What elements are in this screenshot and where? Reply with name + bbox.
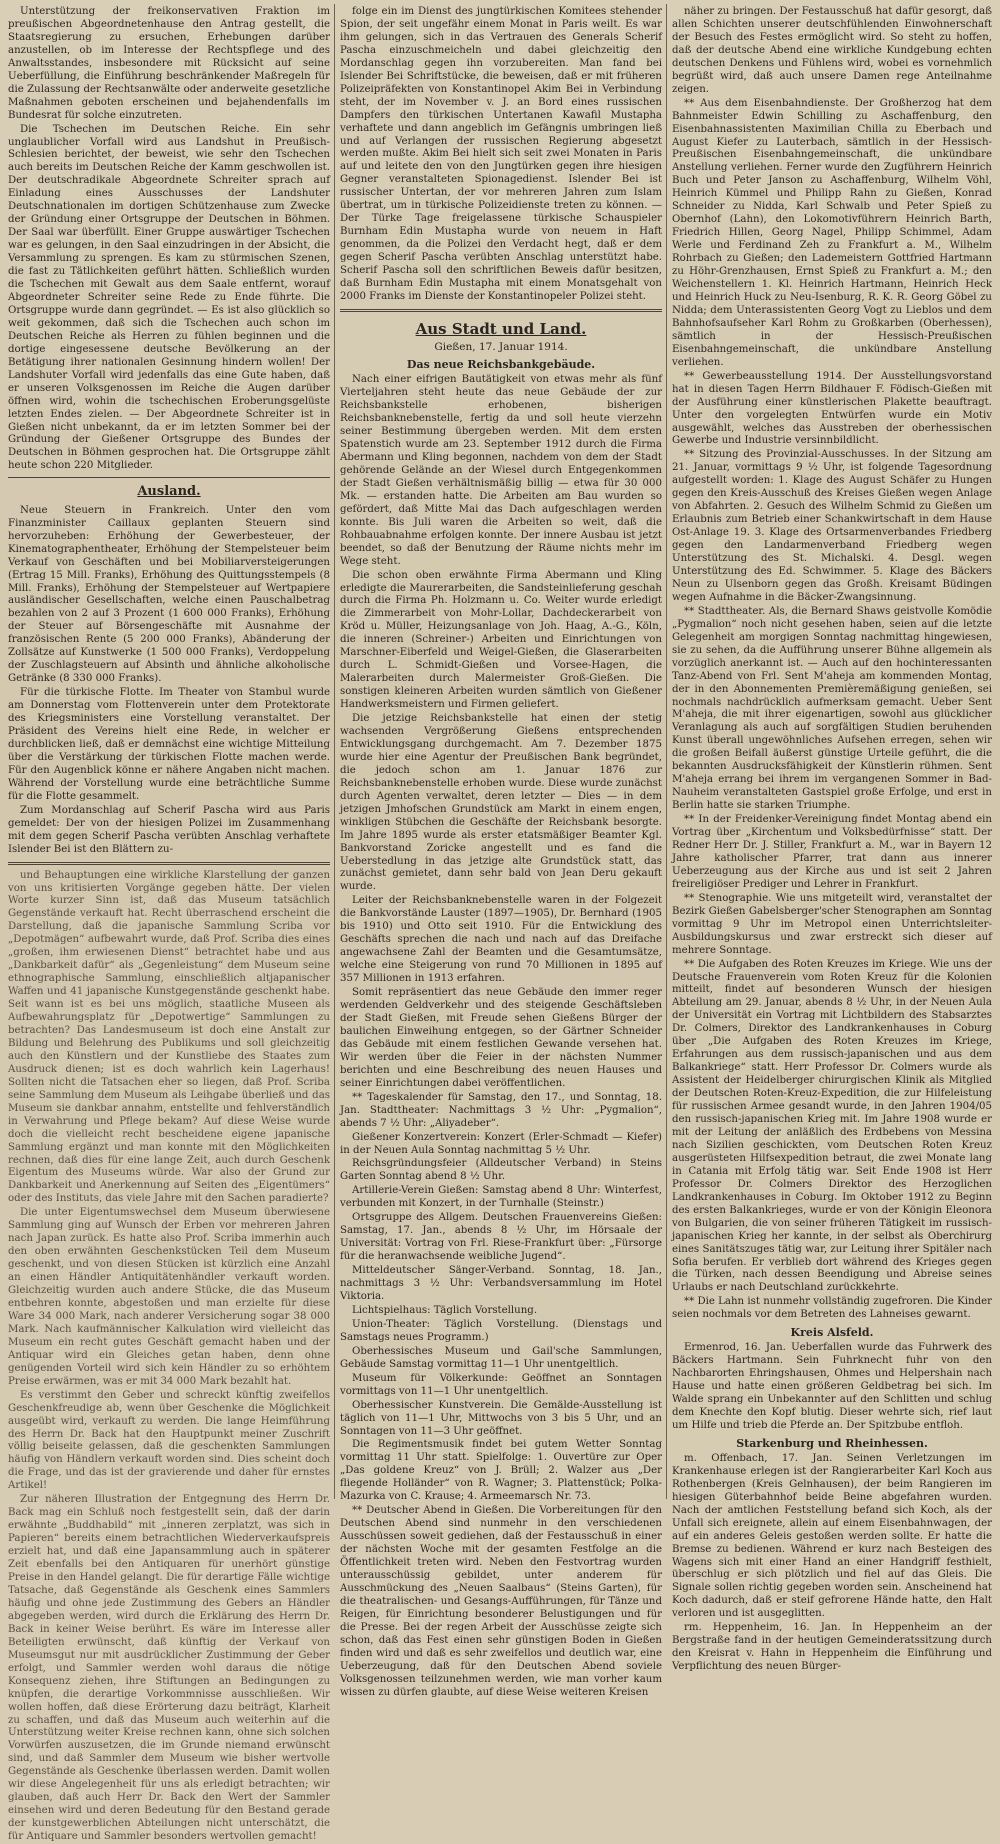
subheading-starkenburg: Starkenburg und Rheinhessen. [736,1436,928,1450]
tageskalender-item: Artillerie-Verein Gießen: Samstag abend 8 Uhr: Winterfest, verbunden mit Konzert, in der Turnhalle (Steinstr.) [340,1185,662,1210]
section-title-stadt-und-land: Aus Stadt und Land. [415,319,587,338]
tageskalender-item: Die Regimentsmusik findet bei gutem Wetter Sonntag vormittag 11 Uhr statt. Spielfolge: 1. Ouvertüre zur Oper „Das goldene Kreuz“ von J. Brüll; 2. Walzer aus „Der fliegende Holländer“ von R. Wagner; 3. Plattenstück; Polka-Mazurka von C. Krause; 4. Armeemarsch Nr. 73. [340,1439,662,1503]
column-right [672,6,992,1673]
tageskalender-item: Oberhessisches Museum und Gail'sche Sammlungen, Gebäude Samstag vormittag 11—1 Uhr unentgeltlich. [340,1345,662,1370]
article-reichsbank: Leiter der Reichsbanknebenstelle waren in der Folgezeit die Bankvorstände Lauster (1897—1905), Dr. Bernhard (1905 bis 1910) und Otto seit 1910. Für die Entwicklung des Geschäfts sprechen die nach und nach auf das Dreifache angewachsene Zahl der Beamten und die Gesamtumsätze, welche eine Steigerung von rund 70 Millionen in 1895 auf 357 Millionen in 1913 erfahren. [340,895,662,985]
article-ermenrod: Ermenrod, 16. Jan. Ueberfallen wurde das Fuhrwerk des Bäckers Hartmann. Sein Fuhrknecht fuhr von den Nachbarorten Ehringshausen, Ohmes und Helpershain nach Hause und hatte einen größeren Geldbetrag bei sich. Im Walde sprang ein Unbekannter auf den Schlitten und schlug dem Knechte den Kopf blutig. Dieser wehrte sich, rief laut um Hilfe und trieb die Pferde an. Der Spitzbube entfloh. [672,1342,992,1431]
article-museum: Zur näheren Illustration der Entgegnung des Herrn Dr. Back mag ein Schluß noch festgestellt sein, daß der darin erwähnte „Buddhabild“ mit „inneren zerplatzt, was sich in Papieren“ bereits einem betrachtlichen Wiederverkaufspreis erzielt hat, und daß eine Japansammlung auch in späterer Zeit ebenfalls bei den Antiquaren für unerhört günstige Preise in den Handel gelangt. Die für derartige Fälle wichtige Tatsache, daß Gegenstände als Geschenk eines Sammlers häufig und ohne jede Zustimmung des Gebers an Händler abgegeben werden, wird durch die Erklärung des Herrn Dr. Back in keiner Weise berührt. Es wäre im Interesse aller Beteiligten erwünscht, daß künftig der Verkauf von Museumsgut nur mit ausdrücklicher Zustimmung der Geber erfolgt, und Sammler werden wohl daraus die nötige Konsequenz ziehen, ihre Stiftungen an Bedingungen zu knüpfen, die derartige Vorkommnisse ausschließen. Wir wollen hoffen, daß diese Erörterung dazu beiträgt, Klarheit zu schaffen, und daß das Museum auch weiterhin auf die Unterstützung weiter Kreise rechnen kann, ohne sich solchen Vorwürfen auszusetzen, die im Grunde niemand erwünscht sind, und daß Sammler dem Museum wie bisher wertvolle Gegenstände als Geschenke überlassen werden. Damit wollen wir diese Angelegenheit für uns als erledigt betrachten; wir glauben, daß auch Herr Dr. Back den Wert der Sammler einsehen wird und deren Bedeutung für den Bestand gerade der kunstgewerblichen Abteilungen nicht unterschätzt, die für Antiquare und Sammler besonders wertvollen gemacht! [8,1494,330,1843]
article-offenbach: m. Offenbach, 17. Jan. Seinen Verletzungen im Krankenhause erlegen ist der Rangierarbeiter Karl Koch aus Rothenbergen (Kreis Gelnhausen), der beim Rangieren im hiesigen Güterbahnhof beide Beine abgefahren wurden. Nach der amtlichen Feststellung befand sich Koch, als der Unfall sich ereignete, allein auf einem Eisenbahnwagen, der auf ein anderes Geleis gestoßen werden sollte. Er hatte die Bremse zu bedienen. Während er kurz nach Besteigen des Wagens sich mit einer Hand an einer Handgriff festhielt, überschlug er sich plötzlich und fiel auf das Gleis. Die Signale sollen richtig gegeben worden sein. Anscheinend hat Koch dadurch, daß er steif gefrorene Hände hatte, den Halt verloren und ist ausgeglitten. [672,1452,992,1620]
article-gewerbeausstellung: ** Gewerbeausstellung 1914. Der Ausstellungsvorstand hat in diesen Tagen Herrn Bildhauer F. Födisch-Gießen mit der Ausführung einer künstlerischen Plakette beauftragt. Unter den vorgelegten Entwürfen wurde ein Motiv ausgewählt, welches das Ausstreben der oberhessischen Gewerbe und Industrie versinnbildlicht. [672,370,992,447]
tageskalender-item: Union-Theater: Täglich Vorstellung. (Dienstags und Samstags neues Programm.) [340,1318,662,1343]
tageskalender-item: Ortsgruppe des Allgem. Deutschen Frauenvereins Gießen: Samstag, 17. Jan., abends 8 ½ Uhr, im Hörsaale der Universität: Vortrag von Frl. Riese-Frankfurt über: „Fürsorge für die heranwachsende weibliche Jugend“. [340,1212,662,1263]
article-reichsbank: Die jetzige Reichsbankstelle hat einen der stetig wachsenden Vergrößerung Gießens entsprechenden Entwicklungsgang durchgemacht. Am 7. Dezember 1875 wurde hier eine Agentur der Preußischen Bank begründet, die jedoch schon am 1. Januar 1876 zur Reichsbanknebenstelle erhoben wurde. Diese wurde zunächst durch Agenten verwaltet, deren letzter — Dies — in dem jetzigen Jmhofschen Grundstück am Markt in einem engen, winkligen Stübchen die Geschäfte der Reichsbank besorgte. Im Jahre 1895 wurde als erster etatsmäßiger Beamter Kgl. Bankvorstand Zoricke angestellt und es fand die Ueberstedlung in das jetzige alte Grundstück statt, das zunächst gemietet, dann sehr bald von Jean Deru gekauft wurde. [340,713,662,893]
article-eisenbahndienst: ** Aus dem Eisenbahndienste. Der Großherzog hat dem Bahnmeister Edwin Schilling zu Aschaffenburg, den Eisenbahnassistenten Maximilian Chilla zu Eberbach und August Kiefer zu Lauterbach, sämtlich in der Hessisch-Preußischen Eisenbahngemeinschaft, die unkündbare Anstellung verliehen. Ferner wurde den Zugführern Heinrich Buch und Peter Janson zu Aschaffenburg, Wilhelm Vöhl, Heinrich Kümmel und Philipp Rahn zu Gießen, Konrad Schneider zu Nidda, Karl Schwalb und Peter Spieß zu Obernhof (Lahn), den Lokomotivführern Heinrich Barth, Friedrich Hillen, Georg Nagel, Philipp Schimmel, Adam Werle und Ferdinand Zeh zu Frankfurt a. M., Wilhelm Rohrbach zu Gießen; den Lademeistern Gottfried Hartmann zu Höhr-Grenzhausen, Ernst Spieß zu Frankfurt a. M.; den Weichenstellern 1. Kl. Heinrich Hartmann, Heinrich Heck und Heinrich Huck zu Neu-Isenburg, R. K. R. Georg Göbel zu Nidda; dem Unterassistenten Georg Vogt zu Lieblos und dem Bahnhofsaufseher Karl Rohm zu Großkarben (Oberhessen), sämtlich in der Hessisch-Preußischen Eisenbahngemeinschaft, die unkündbare Anstellung verliehen. [672,97,992,368]
article-mordanschlag: Zum Mordanschlag auf Scherif Pascha wird aus Paris gemeldet: Der von der hiesigen Polizei im Zusammenhang mit dem gegen Scherif Pascha verübten Anschlag verhaftete Islender Bei ist den Blättern zu- [8,804,330,855]
article-reichsbank: Die schon oben erwähnte Firma Abermann und Kling erledigte die Maurerarbeiten, die Sandsteinlieferung geschah durch die Firma Ph. Holzmann u. Co. Weiter wurde erledigt die Zimmerarbeit von Mohr-Lollar, Dachdeckerarbeit von Kröd u. Müller, Heizungsanlage von Joh. Haag, A.-G., Köln, die inneren (Schreiner-) Arbeiten und Einrichtungen von Marschner-Eiberfeld und Weigel-Gießen, die Glaserarbeiten durch L. Schmidt-Gießen und Vorsee-Hagen, die Malerarbeiten durch Malermeister Groß-Gießen. Die sonstigen kleineren Arbeiten wurden sämtlich von Gießener Handwerksmeistern und Firmen geliefert. [340,569,662,711]
tageskalender: ** Tageskalender für Samstag, den 17., und Sonntag, 18. Jan. Stadttheater: Nachmittags 3 ½ Uhr: „Pygmalion“, abends 7 ½ Uhr: „Aliyadeber“. [340,1091,662,1129]
article-stadttheater: ** Stadttheater. Als, die Bernard Shaws geistvolle Komödie „Pygmalion“ noch nicht gesehen haben, seien auf die letzte Gelegenheit am morgigen Sonntag nachmittag hingewiesen, sie zu sehen, da die Aufführung unserer Bühne allgemein als vorzüglich anerkannt ist. — Auch auf den hochinteressanten Tanz-Abend von Frl. Sent M'aheja am kommenden Montag, der in den Abonnementen Premièremäßigung genießen, sei nochmals nachdrücklich aufmerksam gemacht. Ueber Sent M'aheja, die mit ihrer eigenartigen, sowohl aus glücklicher Veranlagung als auch auf sorgfältigen Studien beruhenden Kunst überall ungewöhnliches Aufsehen erregen, sehen wir die großen Beifall äußerst günstige Urteile geführt, die die bekannten Ausdrucksfähigkeit der Künstlerin rühmen. Sent M'aheja errang bei ihrem im vergangenen Sommer in Bad-Nauheim veranstalteten Gastspiel große Erfolge, und erst in Berlin hatte sie starken Triumphe. [672,605,992,812]
tageskalender-item: Oberhessischer Kunstverein. Die Gemälde-Ausstellung ist täglich von 11—1 Uhr, Mittwochs von 3 bis 5 Uhr, und an Sonntagen von 11—3 Uhr geöffnet. [340,1399,662,1437]
article-museum: Es verstimmt den Geber und schreckt künftig zweifellos Geschenkfreudige ab, wenn über Geschenke die Möglichkeit ausgeübt wird, verkauft zu werden. Die lange Heimführung des Herrn Dr. Back hat den Hauptpunkt meiner Zuschrift völlig beiseite gelassen, daß die geschenkten Sammlungen häufig von Händlern verkauft worden sind. Dies scheint doch die Frage, und das ist der gravierende und daher für ernstes Artikel! [8,1389,330,1492]
article-freidenker: ** In der Freidenker-Vereinigung findet Montag abend ein Vortrag über „Kirchentum und Volksbedürfnisse“ statt. Der Redner Herr Dr. J. Stiller, Frankfurt a. M., war in Bayern 12 Jahre katholischer Pfarrer, trat dann aus innerer Ueberzeugung aus der Kirche aus und ist seit 2 Jahren freireligiöser Prediger und Lehrer in Frankfurt. [672,814,992,890]
article-reichsbank: Somit repräsentiert das neue Gebäude den immer reger werdenden Geldverkehr und des steigende Geschäftsleben der Stadt Gießen, mit Freude sehen Gießens Bürger der baulichen Einweihung entgegen, so der Gärtner Schneider das Gebäude mit einem festlichen Gewande versehen hat. Wir werden über die Feier in der nächsten Nummer berichten und eine Beschreibung des neuen Hauses und seiner Einrichtungen dabei veröffentlichen. [340,987,662,1089]
tageskalender-item: Mitteldeutscher Sänger-Verband. Sonntag, 18. Jan., nachmittags 3 ½ Uhr: Verbandsversammlung im Hotel Viktoria. [340,1265,662,1302]
article-text: Unterstützung der freikonservativen Fraktion im preußischen Abgeordnetenhause den Antrag gestellt, die Staatsregierung zu ersuchen, Erhebungen darüber anzustellen, ob im Interesse der Rechtspflege und des Anwaltsstandes, insbesondere mit Rücksicht auf seine Ueberfüllung, die Einführung beschränkender Maßregeln für die Zulassung der Rechtsanwälte oder anderweite gesetzliche Maßnahmen geboten erscheinen und bejahendenfalls im Bundesrat für solche einzutreten. [8,6,330,121]
divider [8,862,330,865]
section-heading-ausland: Ausland. [137,484,201,500]
divider [8,477,330,478]
tageskalender-item: Gießener Konzertverein: Konzert (Erler-Schmadt — Kiefer) in der Neuen Aula Sonntag nachmittag 5 ½ Uhr. [340,1131,662,1156]
article-heppenheim: rm. Heppenheim, 16. Jan. In Heppenheim an der Bergstraße fand in der heutigen Gemeinderatssitzung durch den Kreisrat v. Hahn in Heppenheim die Einführung und Verpflichtung des neuen Bürger- [672,1622,992,1673]
tageskalender-item: Lichtspielhaus: Täglich Vorstellung. [352,1304,538,1316]
article-deutscher-abend: ** Deutscher Abend in Gießen. Die Vorbereitungen für den Deutschen Abend sind nunmehr in den verschiedenen Ausschüssen soweit gediehen, daß der Festausschuß in einer der nächsten Woche mit der gesamten Festfolge an die Öffentlichkeit treten wird. Neben den Festvortrag wurden unterausschüssig gebildet, unter anderem für Ausschmückung des „Neuen Saalbaus“ (Steins Garten), für die theatralischen- und Gesangs-Aufführungen, für Tänze und Reigen, für Einrichtung besonderer Belustigungen und für die Presse. Bei der regen Arbeit der Ausschüsse zeigte sich schon, daß das Fest einen sehr günstigen Boden in Gießen finden wird und daß es sehr zweifellos und deutlich war, eine Ueberzeugung, daß für den Deutschen Abend soviele Volksgenossen teilzunehmen werden, wie man vorher kaum wissen zu dürfen glaubte, auf diese Weise weiteren Kreisen [340,1505,662,1698]
article-deutscher-abend-cont: näher zu bringen. Der Festausschuß hat dafür gesorgt, daß allen Schichten unserer deutschfühlenden Einwohnerschaft der Besuch des Festes ermöglicht wird. So steht zu hoffen, daß der deutsche Abend eine wirkliche Kundgebung echten deutschen Denkens und Fühlens wird, wobei es vornehmlich begrüßt wird, daß auch unsere Damen rege Anteilnahme zeigen. [672,6,992,95]
article-provinzial-ausschuss: ** Sitzung des Provinzial-Ausschusses. In der Sitzung am 21. Januar, vormittags 9 ½ Uhr, ist folgende Tagesordnung aufgestellt worden: 1. Klage des August Schäfer zu Hungen gegen den Kreis-Ausschuß des Kreises Gießen wegen Anlage von Abfahrten. 2. Gesuch des Wilhelm Schmid zu Gießen um Erlaubnis zum Betrieb einer Schankwirtschaft in dem Hause Ost-Anlage 19. 3. Klage des Ortsarmenverbandes Friedberg gegen den Landarmenverband Friedberg wegen Unterstützung des St. Michalski. 4. Desgl. wegen Unterstützung des Ed. Schwimmer. 5. Klage des Bäckers Neun zu Ulsenborn gegen das Großh. Kreisamt Büdingen wegen Aufnahme in die Bäcker-Zwangsinnung. [672,449,992,603]
tageskalender-item: Reichsgründungsfeier (Alldeutscher Verband) in Steins Garten Sonntag abend 8 ½ Uhr. [340,1158,662,1183]
article-museum: und Behauptungen eine wirkliche Klarstellung der ganzen von uns kritisierten Vorgänge gegeben hätte. Der vielen Worte kurzer Sinn ist, daß das Museum tatsächlich Gegenstände verkauft hat. Recht überraschend erscheint die Darstellung, daß die japanische Sammlung Scriba vor „Depotmägen“ aufbewahrt wurde, daß Prof. Scriba dies eines „großen, ihm erwiesenen Dienst“ betrachtet habe und aus „Dankbarkeit dafür“ als „Gegenleistung“ dem Museum seine ethnographische Sammlung, einschließlich altjapanischer Waffen und 41 japanische Kunstgegenstände geschenkt habe. Seit wann ist es bei uns möglich, staatliche Museen als Aufbewahrungsplatz für „Depotwertige“ Sammlungen zu betrachten? Das Landesmuseum ist doch eine Anstalt zur Bildung und Belehrung des Publikums und soll gleichzeitig auch den Künstlern und der Kunstliebe des Staates zum Ausdruck dienen; ist es doch wahrlich kein Lagerhaus! Sollten nicht die Tatsachen eher so liegen, daß Prof. Scriba seine Sammlung dem Museum als Leihgabe überließ und das Museum sie dankbar annahm, entstellte und fehlverständlich in Verwahrung und Pflege bekam? Auf diese Weise wurde doch die vielleicht recht bescheidene eigene japanische Sammlung ergänzt und man konnte mit den Möglichkeiten rechnen, daß dies für eine lange Zeit, auch durch Geschenk Eigentum des Museums würde. War also der Grund zur Dankbarkeit und Anerkennung auf Seiten des „Eigentümers“ oder des Instituts, das viele Jahre mit den Sachen paradierte? [8,869,330,1205]
article-rotes-kreuz: ** Die Aufgaben des Roten Kreuzes im Kriege. Wie uns der Deutsche Frauenverein vom Roten Kreuz für die Kolonien mitteilt, findet auf besonderen Wunsch der hiesigen Abteilung am 29. Januar, abends 8 ½ Uhr, in der Neuen Aula der Universität ein Vortrag mit Lichtbildern des Stabsarztes Dr. Colmers, Direktor des Landkrankenhauses in Coburg über „Die Aufgaben des Roten Kreuzes im Kriege, Erfahrungen aus dem russisch-japanischen und aus dem Balkankriege“ statt. Herr Professor Dr. Colmers wurde als Assistent der Heidelberger chirurgischen Klinik als Mitglied der Deutschen Roten-Kreuz-Expedition, die zur Hilfeleistung für russischen Armee gesandt wurde, in den Jahren 1904/05 den russisch-japanischen Krieg mit. Im Jahre 1908 wurde er mit der Leitung der anläßlich des Erdbebens von Messina nach Sizilien geschickten, vom Deutschen Roten Kreuz ausgerüsteten Hilfsexpedition betraut, die zwei Monate lang in Catania mit Erfolg tätig war. Seit Ende 1908 ist Herr Professor Dr. Colmers Direktor des Herzoglichen Landkrankenhauses in Coburg. Im Oktober 1912 zu Beginn des ersten Balkankrieges, wurde er von der Königin Eleonora von Bulgarien, die von seiner früheren Tätigkeit im russisch-japanischen Krieg her kannte, in der selbst als Oberchirurg eines Sanitätszuges tätig war, zur Leitung ihrer Spitäler nach Sofia berufen. Er verblieb dort während des Krieges gegen die Türken, nach dessen Beendigung und Abreise seines Urlaubs er nach Deutschland zurückkehrte. [672,958,992,1294]
article-tschechen: Die Tschechen im Deutschen Reiche. Ein sehr unglaublicher Vorfall wird aus Landshut in Preußisch-Schlesien berichtet, der beweist, wie sehr den Tschechen auch bereits im Deutschen Reiche der Kamm geschwollen ist. Der deutschradikale Abgeordnete Schreiter sprach auf Einladung eines Ausschusses der Landshuter Deutschnationalen im dortigen Schützenhause zum Zwecke der Gründung einer Ortsgruppe der Deutschen in Böhmen. Der Saal war überfüllt. Einer Gruppe auswärtiger Tschechen war es gelungen, in den Saal einzudringen in der Absicht, die Versammlung zu sprengen. Es kam zu stürmischen Szenen, die fast zu Tätlichkeiten geführt hätten. Schließlich wurden die Tschechen mit Gewalt aus dem Saale entfernt, worauf Abgeordneter Schreiter seine Rede zu Ende führte. Die Ortsgruppe wurde dann gegründet. — Es ist also glücklich so weit gekommen, daß sich die Tschechen auch schon im Deutschen Reiche als Herren zu fühlen beginnen und die dortige eingesessene deutsche Bevölkerung an der Betätigung ihrer nationalen Gesinnung hindern wollen! Der Landshuter Vorfall wird jedenfalls das eine Gute haben, daß er unseren Volksgenossen im Reiche die Augen darüber öffnen wird, wohin die tschechischen Eroberungsgelüste letzten Endes zielen. — Der Abgeordnete Schreiter ist in Gießen nicht unbekannt, da er im letzten Sommer bei der Gründung der Gießener Ortsgruppe des Bundes der Deutschen in Böhmen gesprochen hat. Die Ortsgruppe zählt heute schon 220 Mitglieder. [8,123,330,472]
column-middle [340,6,662,1698]
divider [340,309,662,312]
article-spion: folge ein im Dienst des jungtürkischen Komitees stehender Spion, der seit ungefähr einem Monat in Paris weilt. Es war ihm gelungen, sich in das Vertrauen des Generals Scherif Pascha einzuschmeicheln und dabei gleichzeitig den Mordanschlag gegen ihn vorzubereiten. Man fand bei Islender Bei Schriftstücke, die beweisen, daß er mit früheren Polizeipräfekten von Konstantinopel Akim Bei in Verbindung steht, der im November v. J. an Bord eines russischen Dampfers den türkischen Untertanen Kawafil Mustapha verhaftete und dann angeblich im Gefängnis umbringen ließ und auf Verlangen der russischen Regierung abgesetzt werden mußte. Akim Bei hielt sich seit zwei Monaten in Paris auf und leitete den von den Jungtürken gegen ihre hiesigen Gegner veranstalteten Spionagedienst. Islender Bei ist russischer Untertan, der vor mehreren Jahren zum Islam übertrat, um in türkische Polizeidienste treten zu können. — Der Türke Tage freigelassene türkische Schauspieler Burnham Edin Mustapha wurde von neuem in Haft genommen, da die Polizei den Verdacht hegt, daß er dem gegen Scherif Pascha verübten Anschlag unterstützt habe. Scherif Pascha soll den schriftlichen Beweis dafür besitzen, daß Burnham Edin Mustapha mit einem Monatsgehalt von 2000 Franks im Dienste der Konstantinopeler Polizei steht. [340,6,662,302]
column-rule [334,4,335,1499]
subheading-kreis-alsfeld: Kreis Alsfeld. [790,1326,874,1340]
dateline: Gießen, 17. Januar 1914. [434,340,568,353]
article-lahn: ** Die Lahn ist nunmehr vollständig zugefroren. Die Kinder seien nochmals vor dem Betreten des Lahneises gewarnt. [672,1296,992,1321]
article-museum: Die unter Eigentumswechsel dem Museum überwiesene Sammlung ging auf Wunsch der Erben vor mehreren Jahren nach Japan zurück. Es hatte also Prof. Scriba immerhin auch den oben erwähnten Geschenkstücken Teil dem Museum geschenkt, und von diesen Stücken ist kürzlich eine Anzahl an einen Händler Antiquitätenhändler verkauft worden. Gleichzeitig wurden auch andere Stücke, die das Museum entbehren konnte, abgestoßen und man erzielte für diese Ware 34 000 Mark, nach anderer Versicherung sogar 38 000 Mark. Nach kaufmännischer Kalkulation wird vielleicht das Museum ein recht gutes Geschäft gemacht haben und der Antiquar wird ein Gleiches getan haben, denn ohne genügenden Vorteil wird sich kein Händler zu so erhöhtem Preise erwärmen, was er mit 34 000 Mark bezahlt hat. [8,1207,330,1387]
article-steuern-frankreich: Neue Steuern in Frankreich. Unter den vom Finanzminister Caillaux geplanten Steuern sind hervorzuheben: Erhöhung der Gewerbesteuer, der Kinematographentheater, Erhöhung der Stempelsteuer beim Verkauf von Geschäften und bei Mobiliarversteigerungen (Ertrag 15 Mill. Franks), Erhöhung des Quittungsstempels (8 Mill. Franks), Erhöhung der Stempelsteuer auf Wertpapiere ausländischer Gesellschaften, welche einen Pauschalbetrag bezahlen von 2 auf 3 Prozent (1 600 000 Franks), Erhöhung der Steuer auf Börsengeschäfte mit Ausnahme der französischen Rente (5 200 000 Franks), Abänderung der Zollsätze auf Kunstwerke (1 500 000 Franks), Verdoppelung der Zuschlagsteuern auf Absinth und ähnliche alkoholische Getränke (8 330 000 Franks). [8,504,330,685]
column-rule [666,4,667,1499]
article-reichsbank: Nach einer eifrigen Bautätigkeit von etwas mehr als fünf Vierteljahren steht heute das neue Gebäude der zur Reichsbankstelle erhobenen, bisherigen Reichsbanknebenstelle, fertig da und soll heute vierzehn seiner Bestimmung übergeben werden. Mit dem ersten Spatenstich wurde am 23. September 1912 durch die Firma Abermann und Kling begonnen, nachdem von dem der Stadt gehörende Gelände an der Wiesel durch Entgegenkommen der Stadt Gießen verhältnismäßig billig — etwa für 30 000 Mk. — erstanden hatte. Die Arbeiten am Bau wurden so gefördert, daß Mitte Mai das Dach aufgeschlagen werden konnte. Bis Juli waren die Arbeiten so weit, daß die Rohbauabnahme erfolgen konnte. Der innere Ausbau ist jetzt beendet, so daß der Benutzung der Räume nichts mehr im Wege steht. [340,374,662,567]
subheading-reichsbank: Das neue Reichsbankgebäude. [406,358,596,372]
article-tuerkische-flotte: Für die türkische Flotte. Im Theater von Stambul wurde am Donnerstag vom Flottenverein unter dem Protektorate des Kriegsministers eine Vorstellung veranstaltet. Der Präsident des Vereins hielt eine Rede, in welcher er durchblicken ließ, daß er demnächst eine wichtige Mitteilung über die Verstärkung der türkischen Flotte machen werde. Für den Augenblick könne er nähere Angaben nicht machen. Während der Vorstellung wurde eine beträchtliche Summe für die Flotte gesammelt. [8,687,330,802]
article-stenographie: ** Stenographie. Wie uns mitgeteilt wird, veranstaltet der Bezirk Gießen Gabelsberger'scher Stenographen am Sonntag vormittag 9 Uhr im Metropol einen Unterrichtsleiter-Ausbildungskursus und zwar erstreckt sich dieser auf mehrere Sonntage. [672,892,992,956]
column-left [8,6,330,1843]
tageskalender-item: Museum für Völkerkunde: Geöffnet an Sonntagen vormittags von 11—1 Uhr unentgeltlich. [340,1372,662,1397]
